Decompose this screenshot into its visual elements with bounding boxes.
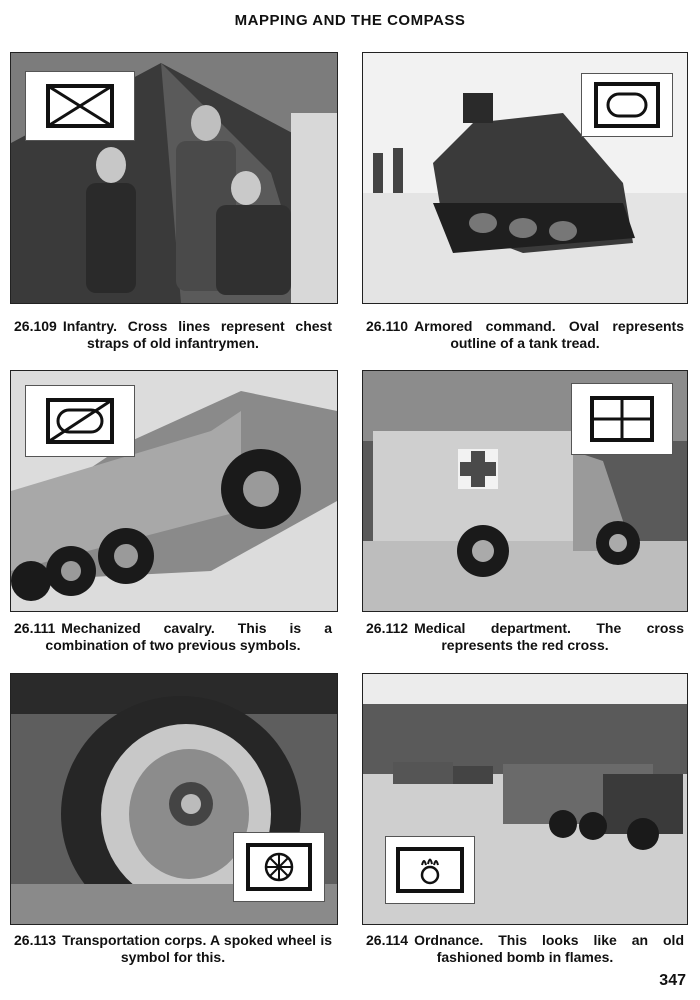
- photo-transportation: [10, 673, 338, 925]
- symbol-card: [233, 832, 325, 902]
- symbol-card: [385, 836, 475, 904]
- photo-mechanized-cavalry: [10, 370, 338, 612]
- figure-caption: Infantry. Cross lines represent chest straps of old infantrymen.: [62, 318, 332, 351]
- symbol-card: [25, 385, 135, 457]
- figure-number: 26.114: [366, 932, 409, 948]
- figure-number: 26.113: [14, 932, 57, 948]
- mechanized-cavalry-symbol-icon: [26, 386, 134, 456]
- medical-symbol-icon: [572, 384, 672, 454]
- caption-26-111: [14, 620, 332, 654]
- photo-infantry: [10, 52, 338, 304]
- figure-caption: Armored command. Oval represents outline of a tank tread.: [414, 318, 684, 351]
- armored-symbol-icon: [582, 74, 672, 136]
- figure-caption: Ordnance. This looks like an old fashioned bomb in flames.: [414, 932, 684, 965]
- photo-armored: [362, 52, 688, 304]
- figure-number: 26.109: [14, 318, 57, 334]
- photo-medical: [362, 370, 688, 612]
- figure-number: 26.111: [14, 620, 56, 636]
- infantry-symbol-icon: [26, 72, 134, 140]
- caption-26-113: [14, 932, 332, 966]
- page-number: 347: [659, 972, 686, 989]
- transportation-symbol-icon: [234, 833, 324, 901]
- caption-26-114: [366, 932, 684, 966]
- figure-caption: Medical department. The cross represents the red cross.: [414, 620, 684, 653]
- figure-number: 26.112: [366, 620, 409, 636]
- ordnance-symbol-icon: [386, 837, 474, 903]
- page-title: MAPPING AND THE COMPASS: [234, 12, 466, 29]
- figure-caption: Transportation corps. A spoked wheel is symbol for this.: [62, 932, 332, 965]
- symbol-card: [581, 73, 673, 137]
- figure-number: 26.110: [366, 318, 409, 334]
- caption-26-110: [366, 318, 684, 352]
- symbol-card: [25, 71, 135, 141]
- caption-26-112: [366, 620, 684, 654]
- symbol-card: [571, 383, 673, 455]
- figure-caption: Mechanized cavalry. This is a combination of two previous symbols.: [45, 620, 332, 653]
- caption-26-109: [14, 318, 332, 352]
- photo-ordnance: [362, 673, 688, 925]
